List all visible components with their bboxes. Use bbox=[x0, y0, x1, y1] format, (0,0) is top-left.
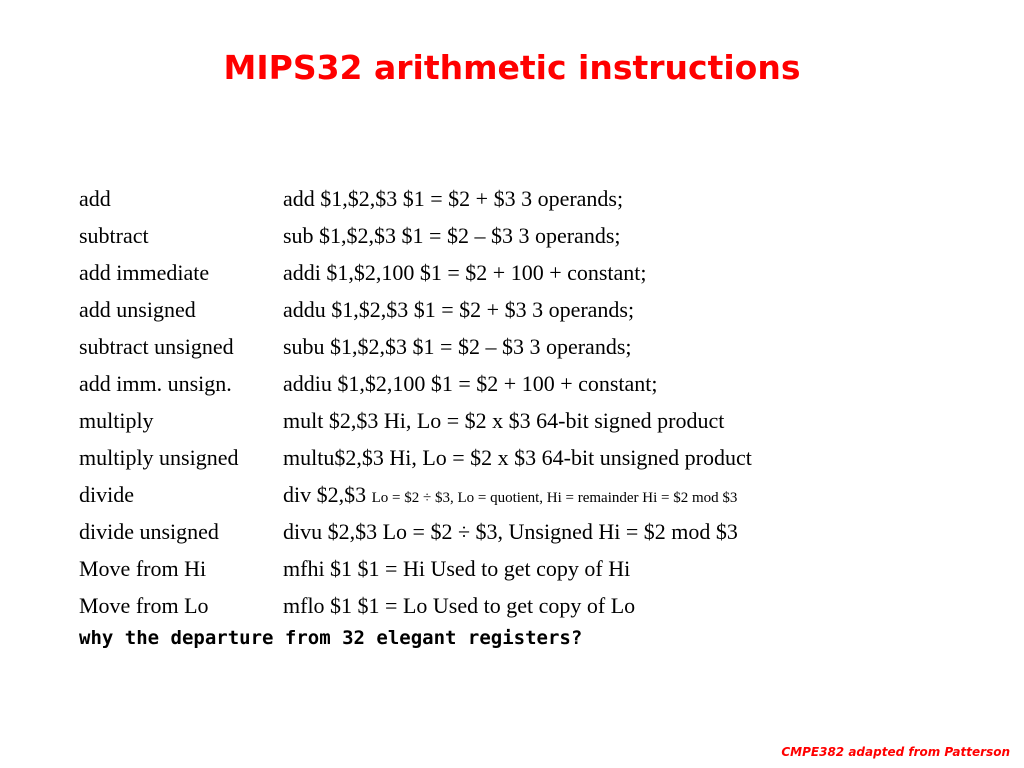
instruction-row bbox=[79, 291, 752, 328]
instruction-name: multiply unsigned bbox=[79, 445, 239, 470]
instruction-desc: subu $1,$2,$3 $1 = $2 – $3 3 operands; bbox=[283, 334, 632, 359]
instruction-desc: multu$2,$3 Hi, Lo = $2 x $3 64-bit unsigned product bbox=[283, 445, 752, 470]
instruction-row bbox=[79, 254, 752, 291]
instruction-name: subtract unsigned bbox=[79, 334, 234, 359]
instruction-name: divide unsigned bbox=[79, 519, 219, 544]
instruction-row bbox=[79, 513, 752, 550]
instruction-desc-small: Lo = $2 ÷ $3, Lo = quotient, Hi = remainder Hi = $2 mod $3 bbox=[371, 490, 738, 506]
instruction-row bbox=[79, 180, 752, 217]
instruction-row bbox=[79, 365, 752, 402]
instruction-row bbox=[79, 587, 752, 624]
instruction-name: add immediate bbox=[79, 260, 210, 285]
instruction-row bbox=[79, 476, 752, 513]
instruction-desc: addiu $1,$2,100 $1 = $2 + 100 + constant; bbox=[283, 371, 658, 396]
instruction-row bbox=[79, 550, 752, 587]
instruction-name: Move from Lo bbox=[79, 593, 209, 618]
instruction-row bbox=[79, 217, 752, 254]
instruction-desc: sub $1,$2,$3 $1 = $2 – $3 3 operands; bbox=[283, 223, 621, 248]
instruction-desc: divu $2,$3 Lo = $2 ÷ $3, Unsigned Hi = $2 mod $3 bbox=[283, 519, 738, 544]
instruction-desc: addu $1,$2,$3 $1 = $2 + $3 3 operands; bbox=[283, 297, 635, 322]
instruction-desc: mflo $1 $1 = Lo Used to get copy of Lo bbox=[283, 593, 636, 618]
question-text: why the departure from 32 elegant registers? bbox=[79, 627, 583, 649]
instruction-name: add unsigned bbox=[79, 297, 196, 322]
instruction-desc: mfhi $1 $1 = Hi Used to get copy of Hi bbox=[283, 556, 631, 581]
slide-title: MIPS32 arithmetic instructions bbox=[223, 48, 801, 87]
instruction-row bbox=[79, 328, 752, 365]
instruction-desc: addi $1,$2,100 $1 = $2 + 100 + constant; bbox=[283, 260, 647, 285]
instruction-name: add bbox=[79, 186, 111, 211]
instruction-name: divide bbox=[79, 482, 134, 507]
instruction-desc bbox=[283, 476, 737, 517]
instruction-table bbox=[79, 180, 752, 624]
instruction-row bbox=[79, 439, 752, 476]
instruction-desc: add $1,$2,$3 $1 = $2 + $3 3 operands; bbox=[283, 186, 624, 211]
instruction-desc-main: div $2,$3 bbox=[283, 482, 367, 507]
instruction-name: multiply bbox=[79, 408, 154, 433]
instruction-desc: mult $2,$3 Hi, Lo = $2 x $3 64-bit signed product bbox=[283, 408, 725, 433]
instruction-name: add imm. unsign. bbox=[79, 371, 232, 396]
footer-credit: CMPE382 adapted from Patterson bbox=[781, 745, 1010, 759]
instruction-row bbox=[79, 402, 752, 439]
instruction-name: subtract bbox=[79, 223, 149, 248]
instruction-name: Move from Hi bbox=[79, 556, 207, 581]
